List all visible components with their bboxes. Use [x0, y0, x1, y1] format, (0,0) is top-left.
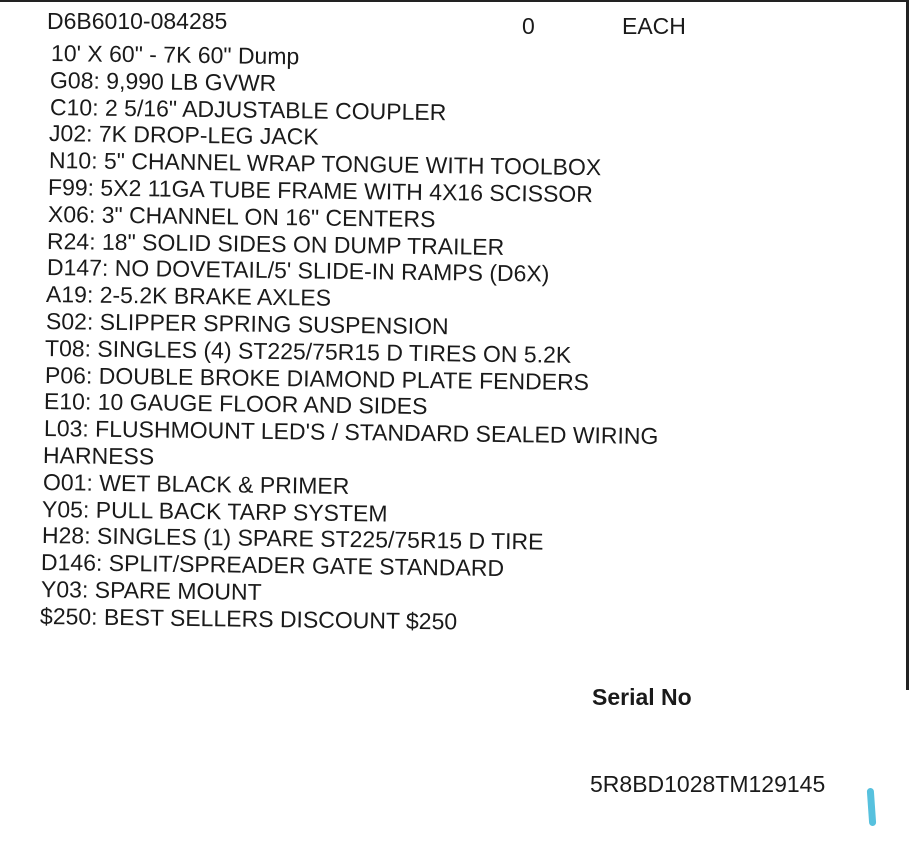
- option-line-d146: D146: SPLIT/SPREADER GATE STANDARD: [40, 549, 505, 582]
- description-line: 10' X 60" - 7K 60" Dump: [50, 40, 300, 70]
- option-line-g08: G08: 9,990 LB GVWR: [50, 66, 277, 96]
- option-line-y05: Y05: PULL BACK TARP SYSTEM: [41, 495, 388, 527]
- option-line-p06: P06: DOUBLE BROKE DIAMOND PLATE FENDERS: [44, 361, 589, 395]
- option-line-x06: X06: 3" CHANNEL ON 16" CENTERS: [47, 200, 436, 232]
- option-line-r24: R24: 18" SOLID SIDES ON DUMP TRAILER: [47, 227, 505, 260]
- option-line-s02: S02: SLIPPER SPRING SUSPENSION: [45, 307, 449, 340]
- top-border-line: [0, 0, 909, 2]
- option-line-j02: J02: 7K DROP-LEG JACK: [49, 120, 320, 150]
- quantity: 0: [522, 13, 535, 39]
- option-line-l03: L03: FLUSHMOUNT LED'S / STANDARD SEALED WIRING: [43, 415, 659, 450]
- option-line-a19: A19: 2-5.2K BRAKE AXLES: [46, 281, 332, 311]
- discount-line: $250: BEST SELLERS DISCOUNT $250: [39, 602, 458, 635]
- ink-mark: [867, 788, 877, 826]
- option-line-n10: N10: 5" CHANNEL WRAP TONGUE WITH TOOLBOX: [48, 147, 602, 181]
- unit-of-measure: EACH: [622, 13, 686, 39]
- part-number: D6B6010-084285: [47, 8, 228, 34]
- serial-number-label: Serial No: [592, 684, 692, 710]
- serial-number-value: 5R8BD1028TM129145: [590, 771, 826, 797]
- option-line-l03-continued: HARNESS: [42, 441, 155, 470]
- option-lines: [0, 40, 909, 635]
- option-line-c10: C10: 2 5/16" ADJUSTABLE COUPLER: [49, 93, 447, 125]
- option-line-o01: O01: WET BLACK & PRIMER: [42, 468, 350, 499]
- option-line-y03: Y03: SPARE MOUNT: [40, 575, 262, 605]
- option-line-d147: D147: NO DOVETAIL/5' SLIDE-IN RAMPS (D6X): [46, 254, 550, 287]
- option-line-f99: F99: 5X2 11GA TUBE FRAME WITH 4X16 SCISSOR: [48, 173, 594, 208]
- option-line-e10: E10: 10 GAUGE FLOOR AND SIDES: [44, 388, 428, 420]
- option-line-h28: H28: SINGLES (1) SPARE ST225/75R15 D TIRE: [41, 522, 544, 555]
- option-line-t08: T08: SINGLES (4) ST225/75R15 D TIRES ON 5.2K: [45, 334, 572, 368]
